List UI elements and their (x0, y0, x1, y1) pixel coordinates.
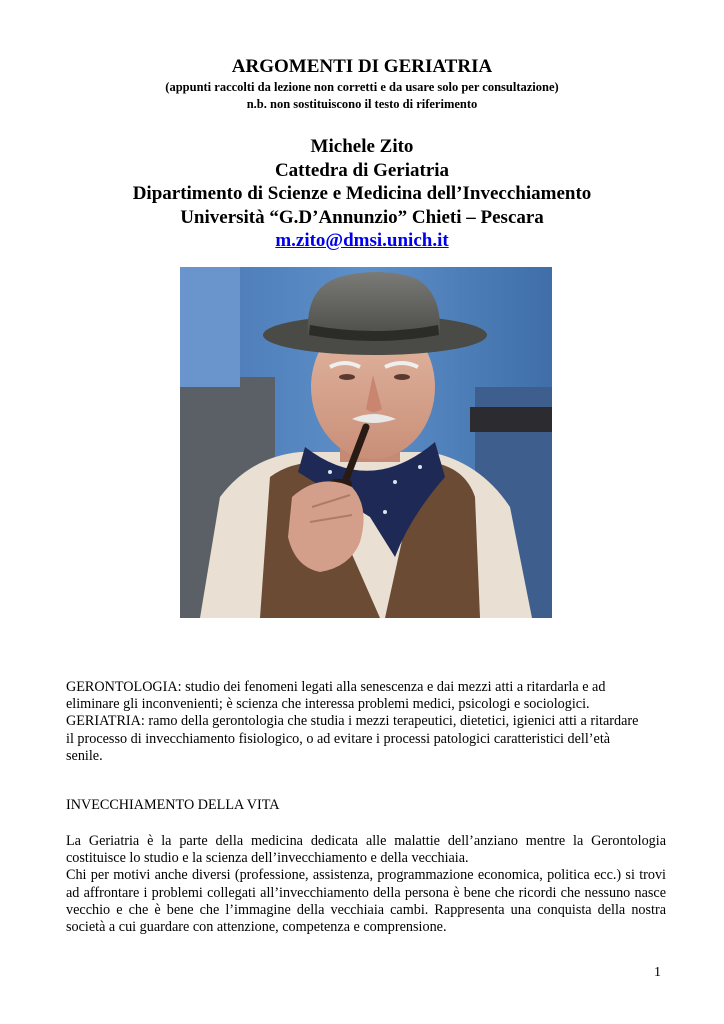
author-department: Dipartimento di Scienze e Medicina dell’Invecchiamento (132, 183, 592, 204)
author-name: Michele Zito (310, 136, 414, 157)
section-body (66, 833, 666, 936)
author-university: Università “G.D’Annunzio” Chieti – Pescara (180, 206, 544, 228)
geriatria-definition-line: GERIATRIA: ramo della gerontologia che studia i mezzi terapeutici, dietetici, igienici atti a ritardare (66, 713, 639, 730)
geriatria-definition-line: il processo di invecchiamento fisiologico, o ad evitare i processi patologici caratteristici dell’età (66, 730, 611, 747)
author-block (0, 135, 724, 253)
section-paragraph: La Geriatria è la parte della medicina dedicata alle malattie dell’anziano mentre la Gerontologia costituisce lo studio e la scienza dell’invecchiamento e della vecchiaia. (66, 833, 666, 867)
document-subtitle: (appunti raccolti da lezione non corretti e da usare solo per consultazione) (165, 80, 559, 94)
document-title: ARGOMENTI DI GERIATRIA (231, 56, 493, 77)
gerontologia-definition-line: GERONTOLOGIA: studio dei fenomeni legati alla senescenza e dai mezzi atti a ritardarla e ad (66, 679, 606, 695)
section-heading: INVECCHIAMENTO DELLA VITA (66, 797, 280, 813)
definitions-paragraph (66, 679, 666, 765)
geriatria-definition-line: senile. (66, 747, 103, 764)
author-chair: Cattedra di Geriatria (274, 159, 450, 181)
document-note: n.b. non sostituiscono il testo di riferimento (246, 97, 478, 111)
author-email-link[interactable]: m.zito@dmsi.unich.it (275, 230, 449, 251)
page-number: 1 (654, 965, 661, 980)
section-paragraph: Chi per motivi anche diversi (professione, assistenza, programmazione economica, politica ecc.) si trovi ad affrontare i problemi collegati all’invecchiamento della persona è bene che ricordi che nessuno nasce vecchio e che è bene che l’immagine della vecchiaia cambi. Rappresenta una conquista della nostra società a cui guardare con attenzione, competenza e comprensione. (66, 867, 666, 936)
elderly-man-photo (180, 267, 552, 618)
gerontologia-definition-line: eliminare gli inconvenienti; è scienza che interessa problemi medici, psicologi e sociologici. (66, 696, 590, 713)
